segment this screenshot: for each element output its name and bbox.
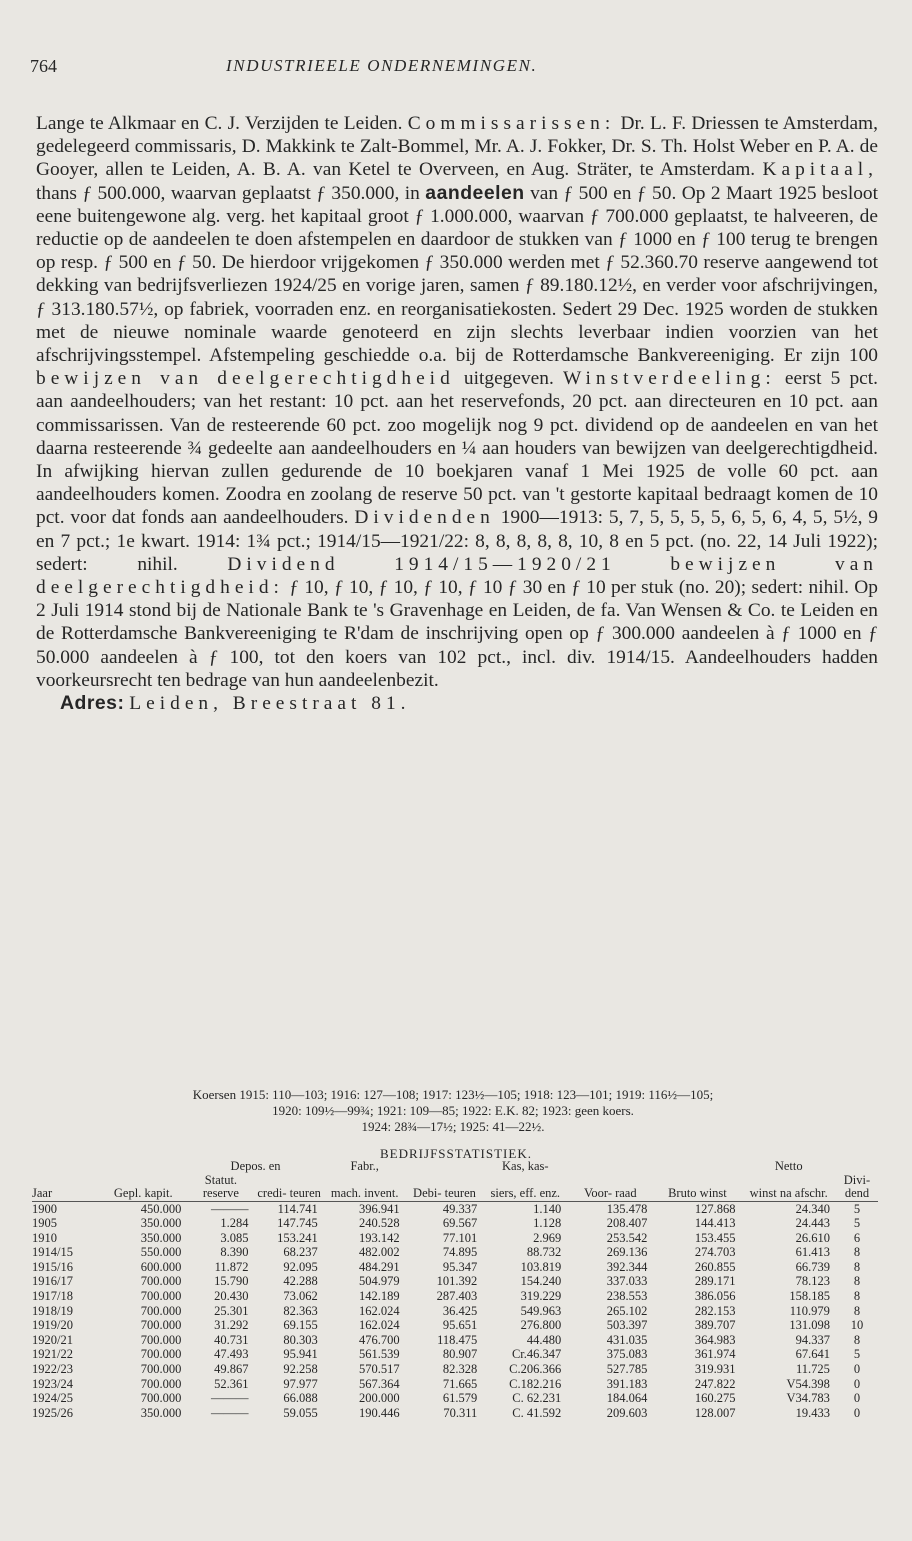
table-cell: 389.707 (694, 1318, 736, 1333)
address-line (36, 692, 878, 715)
table-cell: ——— (211, 1201, 249, 1216)
table-cell: 82.363 (283, 1303, 318, 1318)
table-cell: 97.977 (283, 1376, 318, 1391)
table-cell: 59.055 (283, 1405, 318, 1420)
running-title: INDUSTRIEELE ONDERNEMINGEN. (226, 56, 538, 75)
table-cell: 1.284 (220, 1216, 249, 1231)
year-cell: 1914/15 (32, 1245, 73, 1260)
table-cell: 44.480 (526, 1332, 562, 1347)
table-cell: 253.542 (606, 1230, 648, 1245)
table-cell: 431.035 (606, 1332, 648, 1347)
table-cell: 476.700 (359, 1332, 400, 1347)
label-commissarissen: Commissarissen: (407, 113, 616, 134)
stats-title: BEDRIJFSSTATISTIEK. (380, 1146, 532, 1161)
table-cell: 69.567 (442, 1216, 478, 1231)
table-cell: 8.390 (220, 1245, 249, 1260)
table-cell: 15.790 (214, 1274, 249, 1289)
label-dividend-bewijzen: Dividend 1914/15—1920/21 bewijzen van deelgerechtigdheid: (36, 553, 878, 599)
year-cell: 1923/24 (32, 1376, 73, 1391)
table-cell: 131.098 (789, 1318, 830, 1333)
table-cell: 144.413 (694, 1216, 736, 1231)
table-cell: 24.443 (795, 1216, 830, 1231)
page-number: 764 (30, 56, 57, 76)
text-segment: thans ƒ 500.000, waarvan geplaatst ƒ 350.000, in (36, 182, 420, 204)
table-cell: 274.703 (694, 1245, 736, 1260)
table-cell: 1.128 (533, 1216, 562, 1231)
column-header: Jaar (32, 1186, 53, 1200)
table-cell: 337.033 (606, 1274, 648, 1289)
table-cell: 68.237 (283, 1245, 318, 1260)
column-header: siers, eff. enz. (490, 1186, 561, 1200)
table-cell: 527.785 (606, 1362, 648, 1377)
table-cell: 153.455 (694, 1230, 736, 1245)
price-quotes (28, 1087, 878, 1135)
table-cell: 484.291 (359, 1259, 400, 1274)
table-cell: 8 (853, 1303, 861, 1318)
table-cell: 162.024 (359, 1318, 400, 1333)
table-cell: 209.603 (606, 1405, 648, 1420)
table-row (32, 1406, 878, 1421)
year-cell: 1910 (32, 1230, 57, 1245)
group-header-fabr: Fabr., (350, 1159, 379, 1173)
table-cell: 375.083 (606, 1347, 648, 1362)
table-cell: C. 62.231 (512, 1391, 562, 1406)
table-cell: 8 (853, 1289, 861, 1304)
table-cell: 25.301 (214, 1303, 249, 1318)
label-dividenden: Dividenden (354, 507, 495, 529)
column-header: mach. invent. (330, 1186, 399, 1200)
table-cell: 11.872 (214, 1259, 249, 1274)
table-cell: 391.183 (606, 1376, 648, 1391)
text-segment: van ƒ 500 en ƒ 50. Op 2 Maart 1925 besloot eene buitengewone alg. verg. het kapitaal groot ƒ 1.000.000, waarvan ƒ 700.000 geplaatst, te halveeren, de reductie op de aandeelen te doen afstempelen en daardoor de stukken van ƒ 1000 en ƒ 100 terug te brengen op resp. ƒ 500 en ƒ 50. De hierdoor vrijgekomen ƒ 350.000 werden met ƒ 52.360.70 reserve aangewend tot dekking van bedrijfsverliezen 1924/25 en vorige jaren, samen ƒ 89.180.12½, en verder voor afschrijvingen, ƒ 313.180.57½, op fabriek, voorraden enz. en reorganisatiekosten. Sedert 29 Dec. 1925 worden de stukken met de nieuwe nominale waarde genoteerd en zijn slechts leverbaar indien voorzien van het afschrijvingsstempel. Afstempeling geschiedde o.a. bij de Rotterdamsche Bankvereeniging. Er zijn 100 (36, 182, 878, 367)
table-cell: Cr.46.347 (511, 1347, 562, 1362)
table-row (32, 1347, 878, 1362)
table-row (32, 1318, 878, 1333)
table-cell: 319.229 (520, 1289, 562, 1304)
table-row (32, 1231, 878, 1246)
table-cell: ——— (211, 1405, 249, 1420)
page-header (30, 56, 880, 90)
quotes-line: 1924: 28¾—17½; 1925: 41—22½. (361, 1119, 545, 1134)
table-cell: 118.475 (437, 1332, 478, 1347)
table-cell: 247.822 (694, 1376, 736, 1391)
table-row (32, 1377, 878, 1392)
table-header-row (32, 1174, 878, 1202)
year-cell: 1917/18 (32, 1289, 73, 1304)
text-segment: 1900—1913: 5, 7, 5, 5, 5, 5, 6, 5, 6, 4, 5, 5½, 9 en 7 pct.; 1e kwart. 1914: 1¾ pct.; 1914/15—1921/22: 8, 8, 8, 8, 8, 10, 8 en 5 pct. (no. 22, 14 Juli 1922); sedert: nihil. (36, 507, 878, 575)
table-cell: 135.478 (606, 1201, 648, 1216)
company-description (36, 112, 878, 715)
table-cell: 0 (853, 1405, 861, 1420)
table-cell: 95.941 (283, 1347, 318, 1362)
table-cell: 190.446 (359, 1405, 400, 1420)
table-cell: 5 (853, 1216, 861, 1231)
table-cell: 0 (853, 1362, 861, 1377)
table-cell: 5 (853, 1201, 861, 1216)
table-cell: 127.868 (694, 1201, 736, 1216)
table-cell: 88.732 (526, 1245, 562, 1260)
table-cell: 8 (853, 1274, 861, 1289)
table-cell: 1.140 (533, 1201, 562, 1216)
table-cell: 282.153 (694, 1303, 736, 1318)
table-cell: 208.407 (606, 1216, 648, 1231)
table-row (32, 1260, 878, 1275)
table-cell: 36.425 (442, 1303, 478, 1318)
text-segment: Lange te Alkmaar en C. J. Verzijden te Leiden. (36, 113, 403, 134)
table-cell: 153.241 (277, 1230, 318, 1245)
table-cell: 561.539 (359, 1347, 400, 1362)
table-cell: 567.364 (359, 1376, 400, 1391)
table-cell: 350.000 (140, 1230, 182, 1245)
table-cell: 600.000 (140, 1259, 182, 1274)
column-header: Statut. reserve (202, 1172, 239, 1200)
table-cell: 238.553 (606, 1289, 648, 1304)
table-cell: ——— (211, 1391, 249, 1406)
label-adres: Adres: (60, 692, 125, 715)
table-cell: 71.665 (442, 1376, 478, 1391)
table-cell: 52.361 (214, 1376, 249, 1391)
table-cell: 66.088 (283, 1391, 318, 1406)
table-cell: 128.007 (694, 1405, 736, 1420)
label-bewijzen: bewijzen van deelgerechtigdheid (36, 368, 455, 390)
table-cell: 386.056 (694, 1289, 736, 1304)
table-cell: C.206.366 (509, 1362, 562, 1377)
table-cell: 700.000 (140, 1332, 182, 1347)
table-cell: 0 (853, 1376, 861, 1391)
table-cell: 700.000 (140, 1362, 182, 1377)
column-header: Divi- dend (843, 1172, 871, 1200)
table-cell: 92.258 (283, 1362, 318, 1377)
table-row (32, 1216, 878, 1231)
table-cell: 396.941 (359, 1201, 400, 1216)
year-cell: 1922/23 (32, 1362, 73, 1377)
table-cell: V54.398 (786, 1376, 830, 1391)
table-cell: 103.819 (520, 1259, 562, 1274)
table-cell: 193.142 (359, 1230, 400, 1245)
table-group-header-row (32, 1160, 878, 1174)
table-cell: 70.311 (443, 1405, 478, 1420)
year-cell: 1920/21 (32, 1332, 73, 1347)
text-segment: eerst 5 pct. aan aandeelhouders; van het restant: 10 pct. aan het reservefonds, 20 pct. aan directeuren en 10 pct. aan commissarissen. Van de resteerende 60 pct. zoo mogelijk nog 9 pct. dividend op de aandeelen en van het daarna resteerende ¾ gedeelte aan aandeelhouders en ¼ aan houders van bewijzen van deelgerechtigdheid. In afwijking hiervan zullen gedurende de 10 boekjaren vanaf 1 Mei 1925 de volle 60 pct. aan aandeelhouders komen. Zoodra en zoolang de reserve 50 pct. van 't gestorte kapitaal bedraagt komen de 10 pct. voor dat fonds aan aandeelhouders. (36, 368, 878, 529)
table-cell: 184.064 (606, 1391, 648, 1406)
table-cell: 42.288 (283, 1274, 318, 1289)
table-cell: C. 41.592 (512, 1405, 562, 1420)
table-body (32, 1201, 878, 1420)
year-cell: 1916/17 (32, 1274, 73, 1289)
table-cell: 700.000 (140, 1303, 182, 1318)
table-cell: 80.303 (283, 1332, 318, 1347)
table-cell: C.182.216 (509, 1376, 562, 1391)
table-cell: 289.171 (694, 1274, 736, 1289)
table-cell: 364.983 (694, 1332, 736, 1347)
table-cell: 276.800 (520, 1318, 562, 1333)
table-cell: 110.979 (789, 1303, 830, 1318)
table-cell: 49.337 (442, 1201, 478, 1216)
table-cell: 265.102 (606, 1303, 648, 1318)
quotes-line: 1920: 109½—99¾; 1921: 109—85; 1922: E.K. 82; 1923: geen koers. (272, 1103, 634, 1118)
table-cell: 26.610 (795, 1230, 830, 1245)
table-cell: 549.963 (520, 1303, 562, 1318)
table-row (32, 1245, 878, 1260)
label-winstverdeeling: Winstverdeeling: (562, 368, 776, 390)
table-cell: 269.136 (606, 1245, 648, 1260)
table-cell: 92.095 (283, 1259, 318, 1274)
table-cell: 114.741 (277, 1201, 318, 1216)
table-cell: 11.725 (796, 1362, 830, 1377)
column-header: Debi- teuren (413, 1186, 476, 1200)
year-cell: 1918/19 (32, 1303, 73, 1318)
table-cell: 162.024 (359, 1303, 400, 1318)
text-segment: uitgegeven. (463, 368, 554, 390)
table-cell: 482.002 (359, 1245, 400, 1260)
table-cell: 700.000 (140, 1376, 182, 1391)
table-cell: 700.000 (140, 1318, 182, 1333)
paragraph-management (36, 112, 878, 692)
table-cell: 6 (853, 1230, 861, 1245)
table-cell: 78.123 (795, 1274, 830, 1289)
table-cell: 47.493 (214, 1347, 249, 1362)
business-statistics-table (32, 1160, 878, 1420)
year-cell: 1924/25 (32, 1391, 73, 1406)
table-cell: 20.430 (214, 1289, 249, 1304)
group-header-netto: Netto (774, 1159, 803, 1173)
year-cell: 1915/16 (32, 1259, 73, 1274)
table-cell: 61.413 (795, 1245, 830, 1260)
table-cell: 260.855 (694, 1259, 736, 1274)
table-cell: 0 (853, 1391, 861, 1406)
table-row (32, 1274, 878, 1289)
table-row (32, 1289, 878, 1304)
table-cell: 504.979 (359, 1274, 400, 1289)
table-cell: 101.392 (436, 1274, 478, 1289)
year-cell: 1900 (32, 1201, 57, 1216)
table-cell: 240.528 (359, 1216, 400, 1231)
table-row (32, 1362, 878, 1377)
table-cell: 2.969 (533, 1230, 562, 1245)
table-cell: 80.907 (442, 1347, 478, 1362)
address-value: Leiden, Breestraat 81. (129, 693, 411, 715)
table-cell: 8 (853, 1259, 861, 1274)
table-cell: 8 (853, 1245, 861, 1260)
table-cell: 61.579 (442, 1391, 478, 1406)
column-header: Gepl. kapit. (113, 1186, 173, 1200)
table-cell: 74.895 (442, 1245, 478, 1260)
table-cell: V34.783 (786, 1391, 830, 1406)
table-cell: 24.340 (795, 1201, 830, 1216)
year-cell: 1919/20 (32, 1318, 73, 1333)
year-cell: 1921/22 (32, 1347, 73, 1362)
column-header: winst na afschr. (749, 1186, 828, 1200)
column-header: Voor- raad (583, 1186, 637, 1200)
table-cell: 5 (853, 1347, 861, 1362)
year-cell: 1925/26 (32, 1405, 73, 1420)
group-header-depos: Depos. en (230, 1159, 281, 1173)
table-cell: 450.000 (140, 1201, 182, 1216)
label-kapitaal: Kapitaal, (762, 159, 878, 181)
table-cell: 503.397 (606, 1318, 648, 1333)
table-row (32, 1304, 878, 1319)
table-row (32, 1391, 878, 1406)
year-cell: 1905 (32, 1216, 57, 1231)
table-cell: 160.275 (694, 1391, 736, 1406)
table-cell: 67.641 (795, 1347, 830, 1362)
table-cell: 94.337 (795, 1332, 830, 1347)
table-cell: 142.189 (359, 1289, 400, 1304)
table-cell: 200.000 (359, 1391, 400, 1406)
table-cell: 158.185 (789, 1289, 830, 1304)
table-cell: 287.403 (436, 1289, 478, 1304)
table-cell: 19.433 (795, 1405, 830, 1420)
table-cell: 69.155 (283, 1318, 318, 1333)
text-segment: ƒ 10, ƒ 10, ƒ 10, ƒ 10, ƒ 10 ƒ 30 en ƒ 10 per stuk (no. 20); sedert: nihil. Op 2 Juli 1914 stond bij de Nationale Bank te 's Gravenhage en Leiden, de fa. Van Wensen & Co. te Leiden en de Rotterdamsche Bankvereeniging te R'dam de inschrijving open op ƒ 300.000 aandeelen à ƒ 1000 en ƒ 50.000 aandeelen à ƒ 100, tot den koers van 102 pct., incl. div. 1914/15. Aandeelhouders hadden voorkeursrecht ten bedrage van hun aandeelenbezit. (36, 577, 878, 691)
table-cell: 66.739 (795, 1259, 830, 1274)
column-header: Bruto winst (668, 1186, 727, 1200)
table-cell: 82.328 (442, 1362, 478, 1377)
quotes-line: Koersen 1915: 110—103; 1916: 127—108; 1917: 123½—105; 1918: 123—101; 1919: 116½—105; (192, 1087, 714, 1102)
table-cell: 700.000 (140, 1289, 182, 1304)
table-cell: 49.867 (214, 1362, 249, 1377)
table-cell: 570.517 (359, 1362, 400, 1377)
table-cell: 31.292 (214, 1318, 249, 1333)
table-cell: 350.000 (140, 1405, 182, 1420)
table-cell: 392.344 (606, 1259, 648, 1274)
table-cell: 361.974 (694, 1347, 736, 1362)
table-cell: 147.745 (277, 1216, 318, 1231)
table-cell: 319.931 (694, 1362, 736, 1377)
table-cell: 3.085 (220, 1230, 249, 1245)
table-cell: 700.000 (140, 1274, 182, 1289)
table-cell: 154.240 (520, 1274, 562, 1289)
table-cell: 550.000 (140, 1245, 182, 1260)
table-row (32, 1333, 878, 1348)
table-cell: 700.000 (140, 1391, 182, 1406)
table-cell: 95.651 (442, 1318, 478, 1333)
column-header: credi- teuren (257, 1186, 321, 1200)
table-cell: 95.347 (442, 1259, 478, 1274)
group-header-kas: Kas, kas- (502, 1159, 549, 1173)
text-segment: Dr. L. F. Driessen te Amsterdam, gedelegeerd commissaris, D. Makkink te Zalt-Bommel, Mr. A. J. Fokker, Dr. S. Th. Holst Weber en P. A. de Gooyer, allen te Leiden, A. B. A. van Ketel te Overveen, en Aug. Sträter, te Amsterdam. (36, 113, 878, 181)
table-cell: 40.731 (214, 1332, 249, 1347)
table-row (32, 1201, 878, 1216)
table-cell: 700.000 (140, 1347, 182, 1362)
table-cell: 350.000 (140, 1216, 182, 1231)
table-cell: 77.101 (442, 1230, 478, 1245)
label-aandeelen: aandeelen (425, 181, 525, 204)
table-cell: 73.062 (283, 1289, 318, 1304)
table-cell: 8 (853, 1332, 861, 1347)
table-cell: 10 (850, 1318, 864, 1333)
